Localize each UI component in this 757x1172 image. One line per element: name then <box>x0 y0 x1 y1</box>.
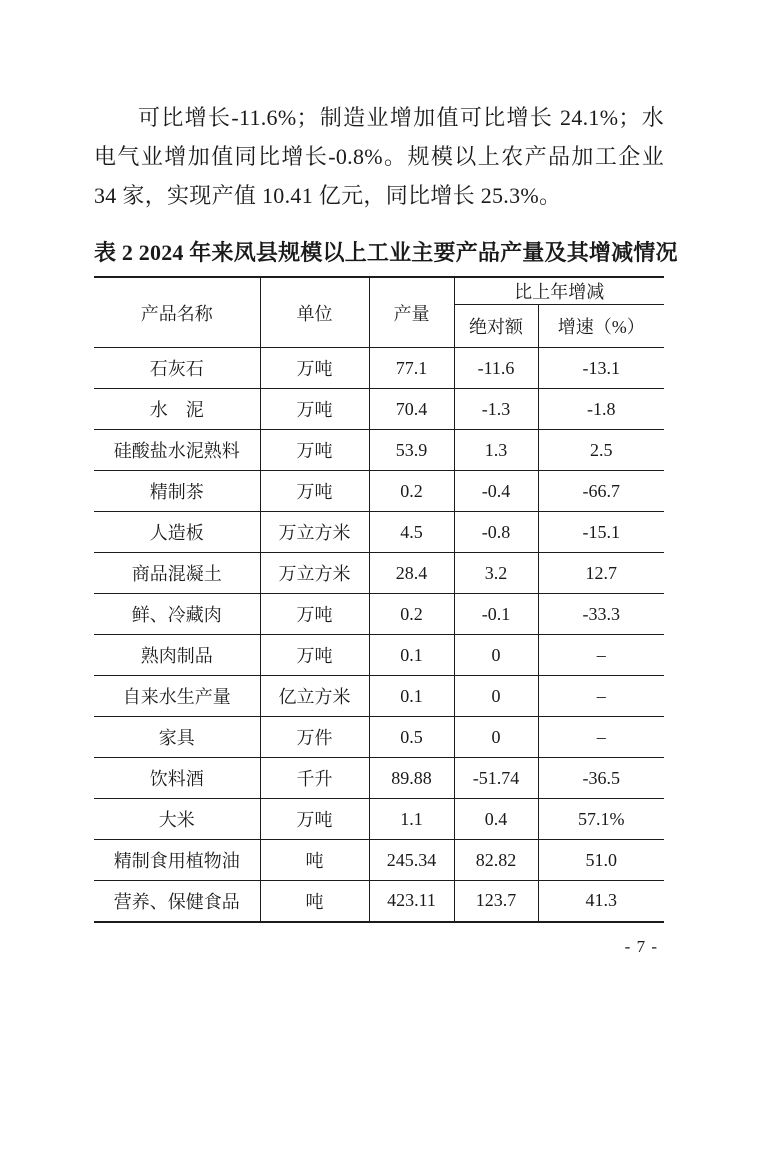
table-row <box>94 553 664 594</box>
cell-unit: 亿立方米 <box>260 676 369 717</box>
cell-product-name: 硅酸盐水泥熟料 <box>94 430 260 471</box>
table-row <box>94 430 664 471</box>
cell-output: 77.1 <box>369 348 454 389</box>
cell-output: 0.2 <box>369 594 454 635</box>
table-row <box>94 471 664 512</box>
table-header <box>94 277 664 348</box>
cell-absolute-amount: 1.3 <box>454 430 538 471</box>
cell-absolute-amount: 123.7 <box>454 881 538 922</box>
table-title: 表 2 2024 年来凤县规模以上工业主要产品产量及其增减情况 <box>94 240 678 265</box>
cell-growth-rate: 57.1% <box>538 799 664 840</box>
cell-absolute-amount: -0.8 <box>454 512 538 553</box>
cell-product-name: 商品混凝土 <box>94 553 260 594</box>
cell-unit: 千升 <box>260 758 369 799</box>
cell-absolute-amount: -1.3 <box>454 389 538 430</box>
cell-unit: 万吨 <box>260 471 369 512</box>
table-row <box>94 676 664 717</box>
cell-output: 0.2 <box>369 471 454 512</box>
cell-product-name: 饮料酒 <box>94 758 260 799</box>
cell-growth-rate: 2.5 <box>538 430 664 471</box>
cell-unit: 万件 <box>260 717 369 758</box>
table-row <box>94 758 664 799</box>
cell-output: 423.11 <box>369 881 454 922</box>
cell-output: 245.34 <box>369 840 454 881</box>
cell-growth-rate: -66.7 <box>538 471 664 512</box>
cell-product-name: 精制食用植物油 <box>94 840 260 881</box>
cell-output: 4.5 <box>369 512 454 553</box>
cell-unit: 万吨 <box>260 799 369 840</box>
cell-product-name: 营养、保健食品 <box>94 881 260 922</box>
cell-product-name: 精制茶 <box>94 471 260 512</box>
table-row <box>94 881 664 922</box>
cell-absolute-amount: 0 <box>454 676 538 717</box>
cell-absolute-amount: 82.82 <box>454 840 538 881</box>
page-number: - 7 - <box>624 936 658 956</box>
cell-growth-rate: – <box>538 676 664 717</box>
cell-growth-rate: 41.3 <box>538 881 664 922</box>
cell-unit: 万吨 <box>260 389 369 430</box>
cell-output: 0.5 <box>369 717 454 758</box>
cell-product-name: 水 泥 <box>94 389 260 430</box>
cell-unit: 万吨 <box>260 430 369 471</box>
products-table <box>94 276 664 923</box>
body-paragraph: 可比增长-11.6%；制造业增加值可比增长 24.1%；水电气业增加值同比增长-0.8%。规模以上农产品加工企业 34 家，实现产值 10.41 亿元，同比增长 25.3%。 <box>94 105 664 208</box>
cell-unit: 万吨 <box>260 594 369 635</box>
table-row <box>94 348 664 389</box>
cell-absolute-amount: -11.6 <box>454 348 538 389</box>
cell-unit: 吨 <box>260 840 369 881</box>
cell-product-name: 人造板 <box>94 512 260 553</box>
cell-unit: 万立方米 <box>260 553 369 594</box>
cell-unit: 吨 <box>260 881 369 922</box>
cell-growth-rate: -33.3 <box>538 594 664 635</box>
cell-growth-rate: – <box>538 717 664 758</box>
cell-absolute-amount: -0.1 <box>454 594 538 635</box>
header-row-group <box>94 277 664 305</box>
cell-absolute-amount: -51.74 <box>454 758 538 799</box>
cell-product-name: 石灰石 <box>94 348 260 389</box>
cell-growth-rate: 51.0 <box>538 840 664 881</box>
cell-output: 28.4 <box>369 553 454 594</box>
cell-unit: 万吨 <box>260 635 369 676</box>
col-header-change-group: 比上年增减 <box>454 277 664 305</box>
cell-absolute-amount: 0.4 <box>454 799 538 840</box>
table-row <box>94 512 664 553</box>
table-row <box>94 799 664 840</box>
cell-absolute-amount: 0 <box>454 717 538 758</box>
table-row <box>94 840 664 881</box>
cell-product-name: 鲜、冷藏肉 <box>94 594 260 635</box>
cell-output: 1.1 <box>369 799 454 840</box>
cell-output: 0.1 <box>369 635 454 676</box>
cell-absolute-amount: -0.4 <box>454 471 538 512</box>
cell-absolute-amount: 0 <box>454 635 538 676</box>
cell-product-name: 大米 <box>94 799 260 840</box>
col-header-unit: 单位 <box>260 277 369 348</box>
cell-product-name: 自来水生产量 <box>94 676 260 717</box>
cell-product-name: 熟肉制品 <box>94 635 260 676</box>
cell-output: 53.9 <box>369 430 454 471</box>
col-header-product-name: 产品名称 <box>94 277 260 348</box>
cell-growth-rate: 12.7 <box>538 553 664 594</box>
table-row <box>94 389 664 430</box>
document-page <box>0 98 757 1172</box>
cell-product-name: 家具 <box>94 717 260 758</box>
table-row <box>94 594 664 635</box>
cell-growth-rate: -1.8 <box>538 389 664 430</box>
col-header-absolute-amount: 绝对额 <box>454 305 538 348</box>
cell-output: 70.4 <box>369 389 454 430</box>
table-body <box>94 348 664 922</box>
table-row <box>94 717 664 758</box>
cell-unit: 万吨 <box>260 348 369 389</box>
cell-output: 0.1 <box>369 676 454 717</box>
col-header-output: 产量 <box>369 277 454 348</box>
cell-growth-rate: -36.5 <box>538 758 664 799</box>
table-row <box>94 635 664 676</box>
cell-growth-rate: -13.1 <box>538 348 664 389</box>
cell-absolute-amount: 3.2 <box>454 553 538 594</box>
cell-unit: 万立方米 <box>260 512 369 553</box>
col-header-growth-rate: 增速（%） <box>538 305 664 348</box>
cell-growth-rate: -15.1 <box>538 512 664 553</box>
cell-output: 89.88 <box>369 758 454 799</box>
cell-growth-rate: – <box>538 635 664 676</box>
